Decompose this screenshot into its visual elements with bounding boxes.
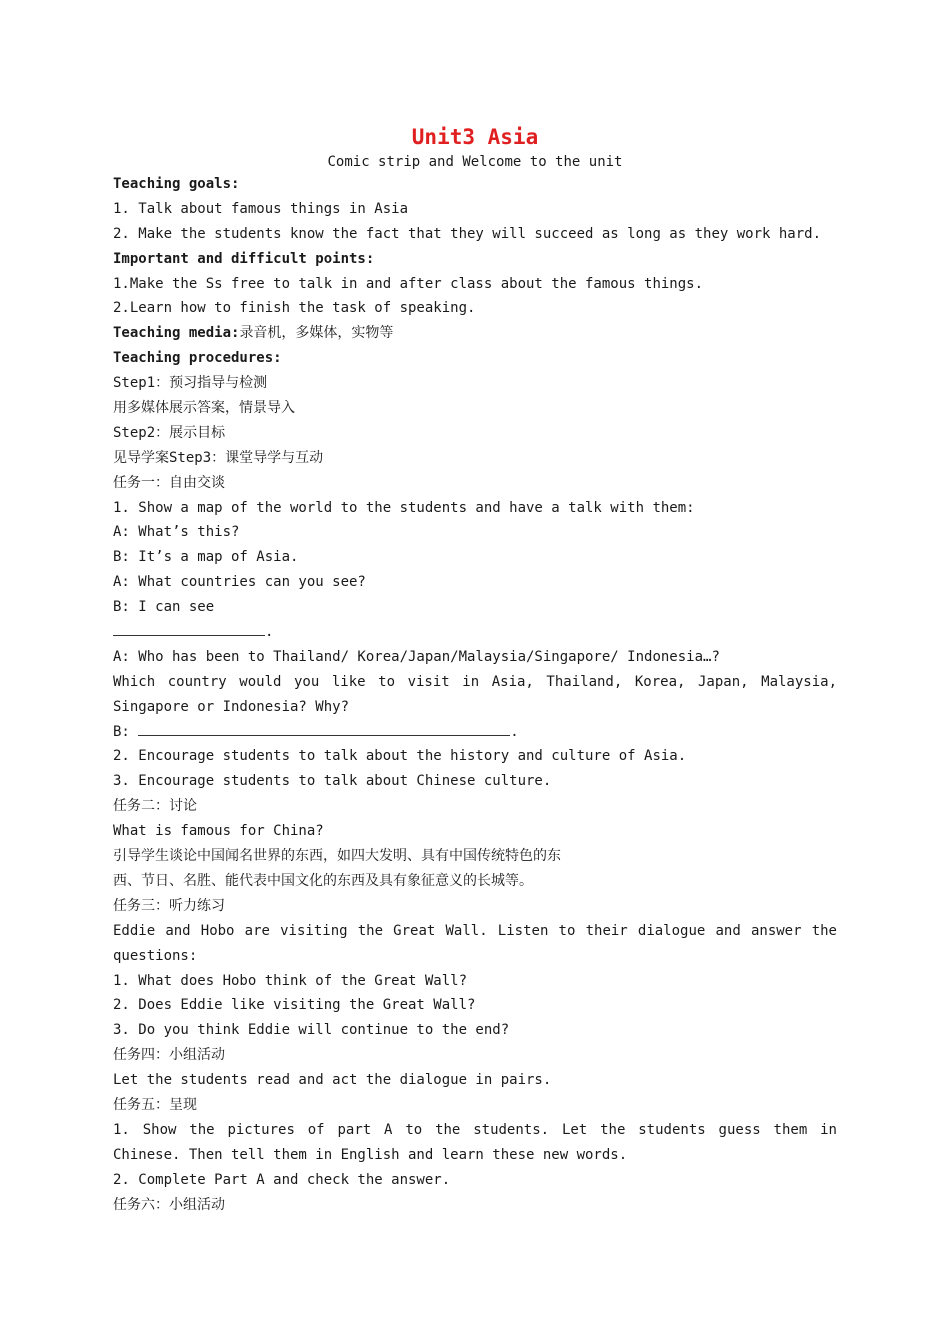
- task1-item3: 3. Encourage students to talk about Chinese culture.: [113, 773, 552, 790]
- answer-blank[interactable]: [113, 621, 265, 636]
- task1-heading: 任务一：自由交谈: [113, 474, 225, 491]
- which-line-cont: Singapore or Indonesia? Why?: [113, 698, 350, 715]
- b-prefix: B:: [113, 723, 139, 740]
- media-label: Teaching media:: [113, 325, 240, 342]
- points-heading: Important and difficult points:: [113, 250, 375, 267]
- task2-text: 西、节日、名胜、能代表中国文化的东西及具有象征意义的长城等。: [113, 872, 533, 889]
- document-subtitle: Comic strip and Welcome to the unit: [327, 154, 623, 170]
- goals-heading: Teaching goals:: [113, 176, 240, 192]
- task3-question: 2. Does Eddie like visiting the Great Wall?: [113, 997, 476, 1014]
- task3-intro: Eddie and Hobo are visiting the Great Wall. Listen to their dialogue and answer the: [113, 922, 837, 939]
- task2-question: What is famous for China?: [113, 823, 324, 840]
- document-title: Unit3 Asia: [411, 125, 539, 149]
- blank-end: .: [265, 624, 274, 641]
- task4-text: Let the students read and act the dialogue in pairs.: [113, 1072, 552, 1089]
- step1-line: Step1：预习指导与检测: [113, 375, 268, 392]
- dialog-line: A: What countries can you see?: [113, 574, 366, 591]
- a-question-line: A: Who has been to Thailand/ Korea/Japan/Malaysia/Singapore/ Indonesia…?: [113, 648, 720, 665]
- goal-item: 1. Talk about famous things in Asia: [113, 200, 409, 217]
- task3-intro-cont: questions:: [113, 947, 198, 964]
- task6-heading: 任务六：小组活动: [113, 1196, 225, 1213]
- task1-item1: 1. Show a map of the world to the students and have a talk with them:: [113, 499, 695, 516]
- task4-heading: 任务四：小组活动: [113, 1047, 225, 1064]
- answer-blank-line: [113, 620, 837, 645]
- task5-heading: 任务五：呈现: [113, 1096, 197, 1113]
- procedures-heading: Teaching procedures:: [113, 350, 282, 367]
- document-page: [113, 122, 837, 1217]
- dialog-line: B: It’s a map of Asia.: [113, 549, 299, 566]
- task2-heading: 任务二：讨论: [113, 798, 197, 815]
- dialog-line: A: What’s this?: [113, 524, 240, 541]
- step3-line: 见导学案Step3：课堂导学与互动: [113, 449, 324, 466]
- task2-text: 引导学生谈论中国闻名世界的东西，如四大发明、具有中国传统特色的东: [113, 848, 561, 865]
- task3-question: 3. Do you think Eddie will continue to the end?: [113, 1022, 510, 1039]
- goal-item: 2. Make the students know the fact that they will succeed as long as they work hard.: [113, 225, 822, 242]
- step2-line: Step2：展示目标: [113, 424, 226, 441]
- point-item: 1.Make the Ss free to talk in and after class about the famous things.: [113, 275, 704, 292]
- dialog-line: B: I can see: [113, 599, 215, 616]
- b-end: .: [510, 723, 519, 740]
- point-item: 2.Learn how to finish the task of speaking.: [113, 300, 476, 317]
- task5-item1-cont: Chinese. Then tell them in English and learn these new words.: [113, 1146, 628, 1163]
- task3-heading: 任务三：听力练习: [113, 897, 225, 914]
- task5-item2: 2. Complete Part A and check the answer.: [113, 1171, 451, 1188]
- which-line: Which country would you like to visit in Asia, Thailand, Korea, Japan, Malaysia,: [113, 673, 837, 690]
- answer-blank[interactable]: [138, 721, 510, 736]
- task1-item2: 2. Encourage students to talk about the history and culture of Asia.: [113, 748, 687, 765]
- step1-desc: 用多媒体展示答案，情景导入: [113, 400, 295, 417]
- task3-question: 1. What does Hobo think of the Great Wall?: [113, 972, 468, 989]
- b-answer-line: [113, 720, 837, 745]
- media-line: [113, 321, 837, 346]
- media-value: 录音机，多媒体，实物等: [239, 325, 394, 342]
- task5-item1: 1. Show the pictures of part A to the students. Let the students guess them in: [113, 1121, 837, 1138]
